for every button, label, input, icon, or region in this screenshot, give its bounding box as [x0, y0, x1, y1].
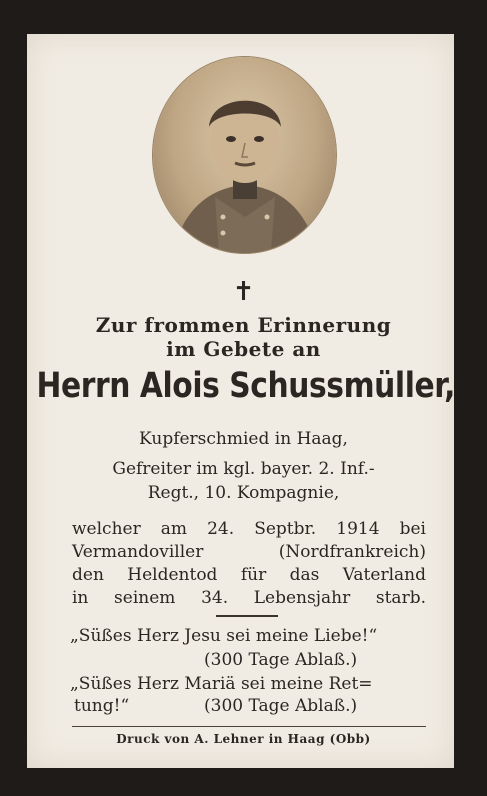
- word: seinem: [114, 588, 176, 608]
- divider-line: [216, 615, 278, 617]
- word: das: [289, 565, 320, 585]
- death-text-line-4: [72, 588, 426, 608]
- occupation-line-3: Regt., 10. Kompagnie,: [147, 483, 340, 503]
- cross-icon: ✝: [232, 277, 255, 307]
- word: 24.: [207, 519, 235, 539]
- prayer-jesus: „Süßes Herz Jesu sei meine Liebe!“: [70, 626, 378, 646]
- occupation-line-1: Kupferschmied in Haag,: [139, 429, 348, 449]
- word: den: [72, 565, 104, 585]
- word: (Nordfrankreich): [278, 542, 426, 562]
- deceased-name: Herrn Alois Schussmüller,: [36, 366, 455, 406]
- death-text-line-1: [72, 519, 426, 539]
- word: starb.: [375, 588, 426, 608]
- intro-line-2: im Gebete an: [166, 337, 321, 361]
- printer-credit: Druck von A. Lehner in Haag (Obb): [116, 732, 371, 746]
- intro-line-1: Zur frommen Erinnerung: [95, 313, 392, 337]
- prayer-maria-line-1: „Süßes Herz Mariä sei meine Ret=: [70, 674, 373, 694]
- word: Vaterland: [342, 565, 426, 585]
- word: Lebensjahr: [253, 588, 351, 608]
- soldier-portrait-photo: [153, 57, 336, 253]
- word: für: [240, 565, 267, 585]
- prayer-maria-indulgence: (300 Tage Ablaß.): [204, 696, 358, 716]
- prayer-maria-line-2: tung!“: [74, 696, 130, 716]
- portrait-image: [153, 57, 336, 253]
- prayer-jesus-indulgence: (300 Tage Ablaß.): [204, 650, 358, 670]
- word: am: [160, 519, 188, 539]
- word: Vermandoviller: [72, 542, 204, 562]
- footer-rule: [72, 726, 426, 727]
- word: Heldentod: [127, 565, 218, 585]
- word: welcher: [72, 519, 141, 539]
- occupation-line-2: Gefreiter im kgl. bayer. 2. Inf.-: [112, 459, 375, 479]
- word: in: [72, 588, 89, 608]
- word: bei: [399, 519, 426, 539]
- word: 34.: [201, 588, 229, 608]
- word: 1914: [336, 519, 380, 539]
- word: Septbr.: [254, 519, 317, 539]
- death-text-line-2: [72, 542, 426, 562]
- death-text-line-3: [72, 565, 426, 585]
